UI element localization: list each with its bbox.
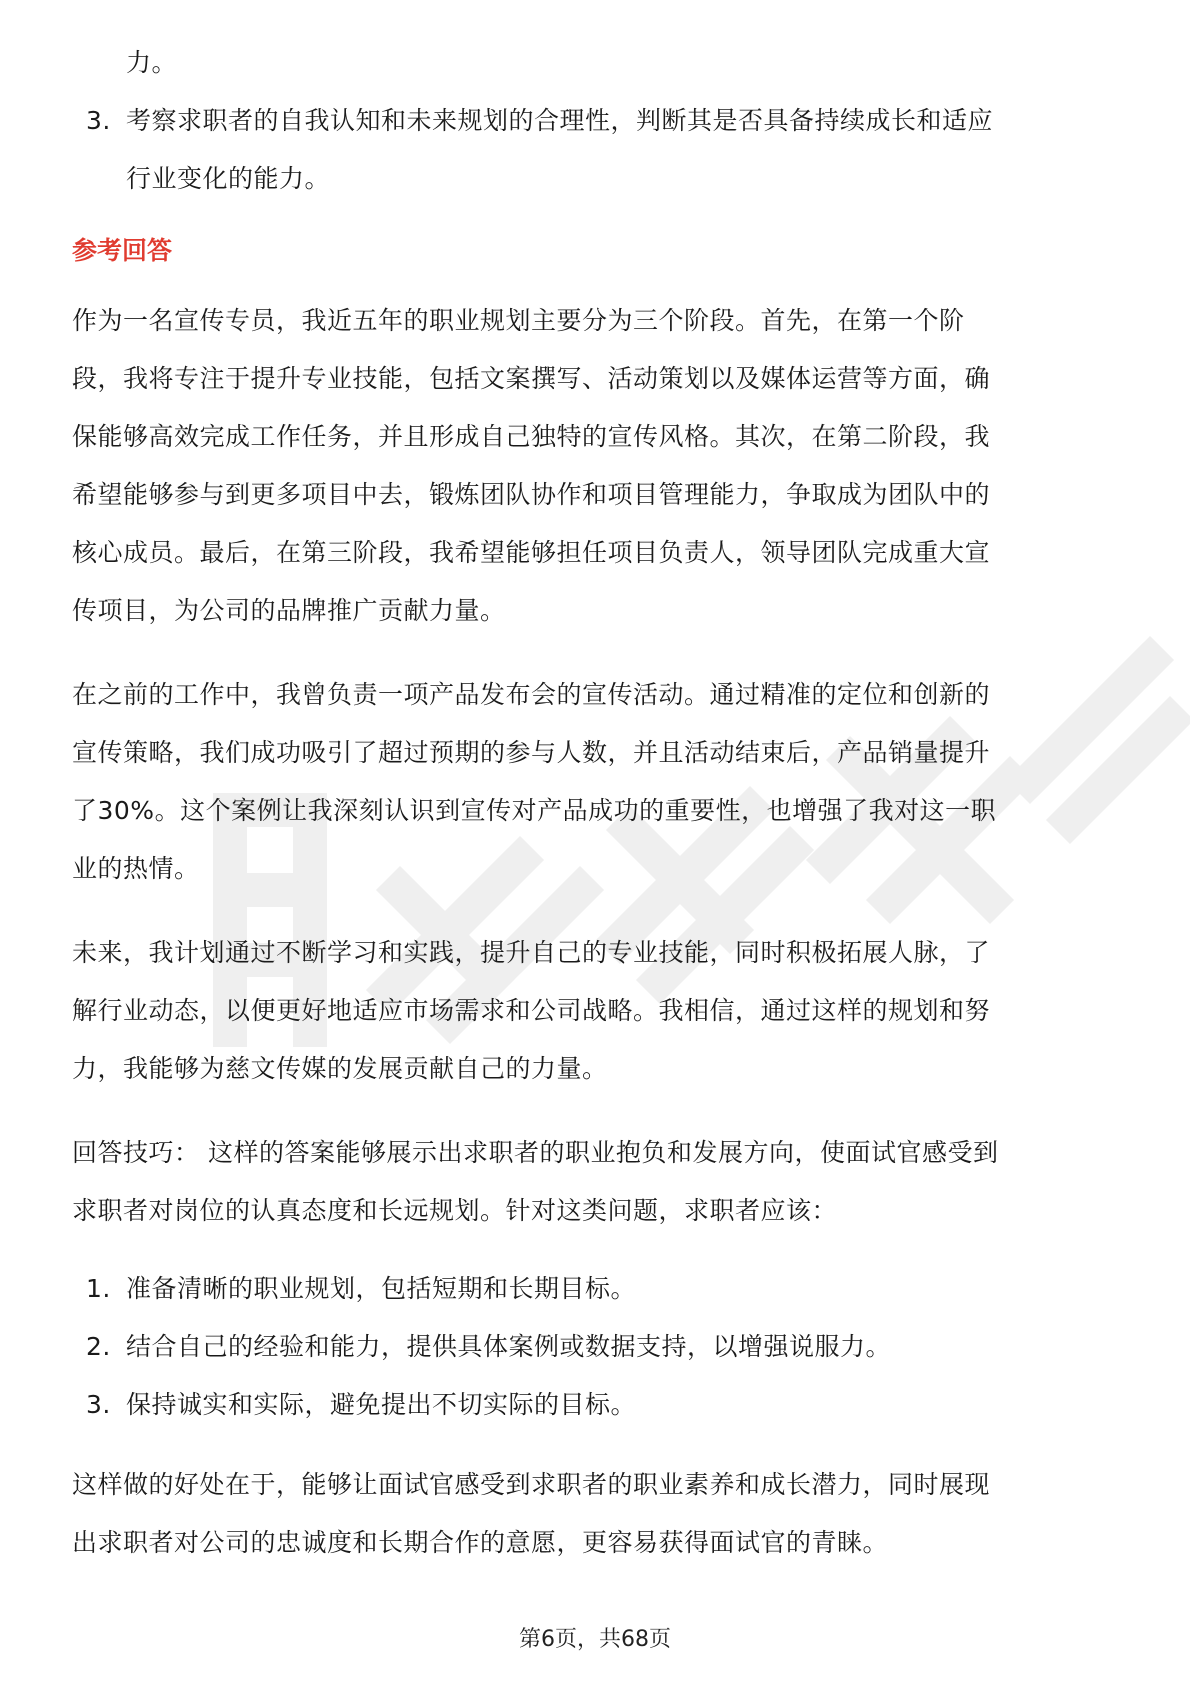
benefit-paragraph (72, 1456, 1132, 1572)
tips-list (72, 1260, 1132, 1434)
section-heading: 参考回答 (72, 236, 173, 265)
list-item (72, 1260, 1132, 1318)
list-text: 结合自己的经验和能力，提供具体案例或数据支持，以增强说服力。 (126, 1332, 892, 1361)
text-line: 了30%。这个案例让我深刻认识到宣传对产品成功的重要性，也增强了我对这一职 (72, 796, 997, 825)
future-paragraph (72, 924, 1132, 1098)
continued-text-line: 力。 (126, 48, 178, 77)
list-number: 1. (86, 1274, 111, 1303)
tips-paragraph (72, 1124, 1132, 1240)
text-line: 业的热情。 (72, 854, 200, 883)
list-text-line: 行业变化的能力。 (126, 164, 331, 193)
list-item (72, 92, 1132, 208)
text-line: 段，我将专注于提升专业技能，包括文案撰写、活动策划以及媒体运营等方面，确 (72, 364, 991, 393)
text-line: 保能够高效完成工作任务，并且形成自己独特的宣传风格。其次，在第二阶段，我 (72, 422, 991, 451)
list-item (72, 1376, 1132, 1434)
list-number: 3. (86, 1390, 111, 1419)
list-text-line: 考察求职者的自我认知和未来规划的合理性，判断其是否具备持续成长和适应 (126, 106, 994, 135)
text-line: 力，我能够为慈文传媒的发展贡献自己的力量。 (72, 1054, 608, 1083)
text-line: 希望能够参与到更多项目中去，锻炼团队协作和项目管理能力，争取成为团队中的 (72, 480, 991, 509)
text-line: 传项目，为公司的品牌推广贡献力量。 (72, 596, 506, 625)
text-line: 这样做的好处在于，能够让面试官感受到求职者的职业素养和成长潜力，同时展现 (72, 1470, 991, 1499)
list-text: 保持诚实和实际，避免提出不切实际的目标。 (126, 1390, 637, 1419)
page-number: 第6页，共68页 (519, 1627, 671, 1652)
list-item (72, 1318, 1132, 1376)
list-number: 2. (86, 1332, 111, 1361)
text-line: 出求职者对公司的忠诚度和长期合作的意愿，更容易获得面试官的青睐。 (72, 1528, 889, 1557)
text-line: 解行业动态，以便更好地适应市场需求和公司战略。我相信，通过这样的规划和努 (72, 996, 991, 1025)
text-line: 回答技巧： 这样的答案能够展示出求职者的职业抱负和发展方向，使面试官感受到 (72, 1138, 999, 1167)
list-number: 3. (86, 106, 111, 135)
text-line: 作为一名宣传专员，我近五年的职业规划主要分为三个阶段。首先，在第一个阶 (72, 306, 965, 335)
list-text: 准备清晰的职业规划，包括短期和长期目标。 (126, 1274, 637, 1303)
text-line: 核心成员。最后，在第三阶段，我希望能够担任项目负责人，领导团队完成重大宣 (72, 538, 991, 567)
text-line: 求职者对岗位的认真态度和长远规划。针对这类问题，求职者应该： (72, 1196, 838, 1225)
evaluation-list-tail (72, 92, 1132, 208)
text-line: 在之前的工作中，我曾负责一项产品发布会的宣传活动。通过精准的定位和创新的 (72, 680, 991, 709)
case-paragraph (72, 666, 1132, 898)
text-line: 宣传策略，我们成功吸引了超过预期的参与人数，并且活动结束后，产品销量提升 (72, 738, 991, 767)
document-body (72, 40, 1132, 1572)
answer-paragraph (72, 292, 1132, 640)
text-line: 未来，我计划通过不断学习和实践，提升自己的专业技能，同时积极拓展人脉，了 (72, 938, 991, 967)
